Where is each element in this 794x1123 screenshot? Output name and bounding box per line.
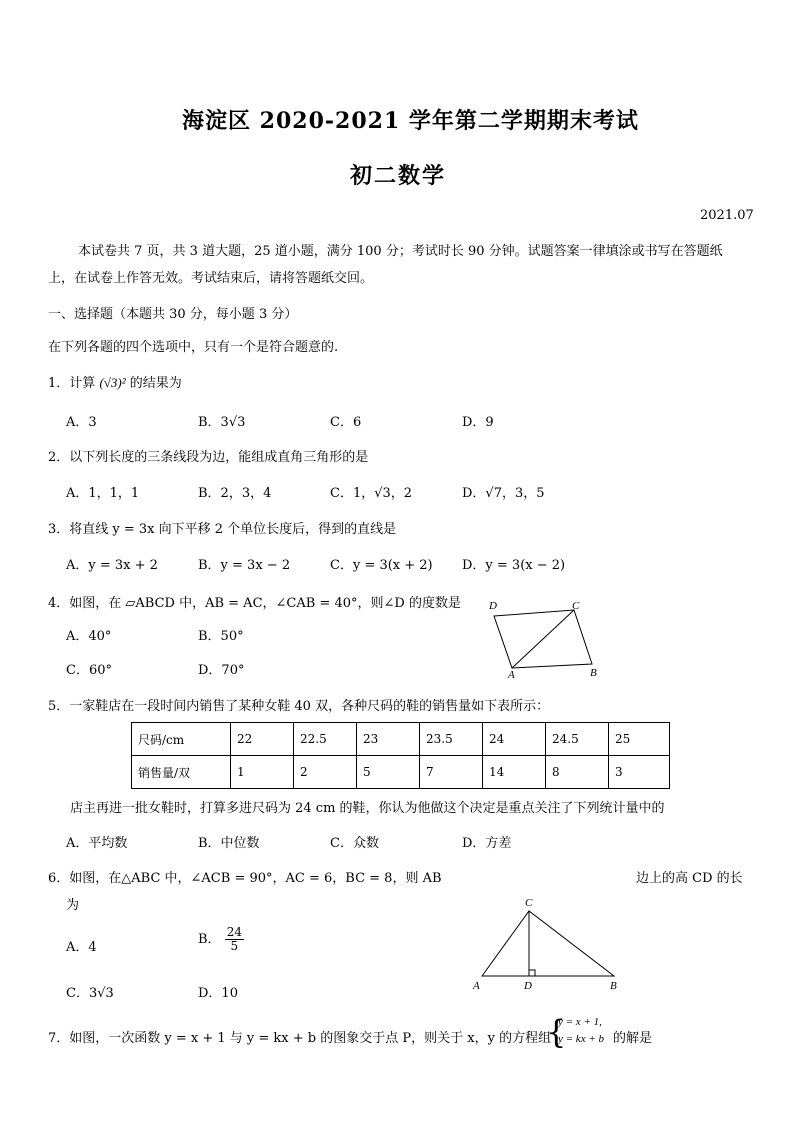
section-note: 在下列各题的四个选项中，只有一个是符合题意的. [48,340,339,355]
q4-option-a[interactable]: A．40° [66,629,112,644]
q3-option-c[interactable]: C．y = 3(x + 2) [330,558,433,573]
row-header: 尺码/cm [132,723,231,756]
label-c: C [572,600,580,612]
label-d: D [524,980,532,992]
question-2: 2．以下列长度的三条线段为边，能组成直角三角形的是 [48,450,369,465]
table-cell: 2 [294,756,357,789]
q4-option-b[interactable]: B．50° [198,629,244,644]
question-text: 计算 [69,376,96,391]
q5-option-d[interactable]: D．方差 [462,836,512,851]
size-sales-table [131,722,670,789]
brace-icon: { [546,1013,567,1051]
q3-option-a[interactable]: A．y = 3x + 2 [66,558,158,573]
table-cell: 5 [357,756,420,789]
instructions-line1: 本试卷共 7 页，共 3 道大题，25 道小题，满分 100 分；考试时长 90 分钟。试题答案一律填涂或书写在答题纸 [78,244,723,259]
fraction [225,926,244,953]
q3-option-d[interactable]: D．y = 3(x − 2) [462,558,566,573]
label-a: A [473,980,480,992]
table-row [132,756,670,789]
table-cell: 8 [546,756,609,789]
label-a: A [508,669,515,680]
section-heading: 一、选择题（本题共 30 分，每小题 3 分） [48,307,298,322]
question-4: 4．如图，在 ▱ABCD 中，AB = AC，∠CAB = 40°，则∠D 的度数是 [48,596,461,611]
table-cell: 25 [609,723,670,756]
question-7-post: 的解是 [613,1031,653,1046]
system-line-2: y = kx + b [558,1033,604,1045]
instructions-line2: 上，在试卷上作答无效。考试结束后，请将答题纸交回。 [48,271,374,286]
table-cell: 22 [231,723,294,756]
math-expression: (√3)² [99,375,126,390]
table-cell: 14 [483,756,546,789]
q1-option-a[interactable]: A．3 [66,415,97,430]
q5-option-a[interactable]: A．平均数 [66,836,128,851]
question-3: 3．将直线 y = 3x 向下平移 2 个单位长度后，得到的直线是 [48,522,397,537]
diagonal-ac [512,610,574,668]
label-d: D [489,600,497,612]
q5-option-c[interactable]: C．众数 [330,836,379,851]
exam-subtitle: 初二数学 [350,163,447,189]
q2-option-d[interactable]: D．√7，3，5 [462,486,545,501]
q6-option-d[interactable]: D．10 [198,986,238,1001]
q1-option-d[interactable]: D．9 [462,415,494,430]
question-text: 的结果为 [129,376,182,391]
question-number: 1． [48,376,70,391]
exam-date: 2021.07 [700,208,754,223]
label-b: B [610,980,617,992]
question-7: 7．如图，一次函数 y = x + 1 与 y = kx + b 的图象交于点 P，则关于 x，y 的方程组 [48,1031,552,1046]
q3-option-b[interactable]: B．y = 3x − 2 [198,558,291,573]
q2-option-b[interactable]: B．2，3，4 [198,486,272,501]
q1-option-c[interactable]: C．6 [330,415,362,430]
system-line-1: y = x + 1, [558,1016,602,1028]
q4-option-d[interactable]: D．70° [198,663,245,678]
label-b: B [590,667,597,679]
option-letter: B． [198,932,221,947]
table-cell: 22.5 [294,723,357,756]
question-6: 6．如图，在△ABC 中，∠ACB = 90°，AC = 6，BC = 8，则 AB [48,871,442,886]
table-cell: 24 [483,723,546,756]
right-angle-mark [529,970,535,976]
question-5: 5．一家鞋店在一段时间内销售了某种女鞋 40 双，各种尺码的鞋的销售量如下表所示： [48,699,550,714]
exam-title: 海淀区 2020-2021 学年第二学期期末考试 [182,108,639,134]
fraction-denominator: 5 [230,939,239,953]
question-6-right: 边上的高 CD 的长 [636,871,743,886]
right-triangle-figure [466,893,626,995]
table-cell: 7 [420,756,483,789]
table-cell: 3 [609,756,670,789]
q2-option-c[interactable]: C．1，√3，2 [330,486,413,501]
fraction-numerator: 24 [226,925,242,939]
triangle-outline [482,911,614,976]
parallelogram-figure [484,598,604,680]
q6-option-a[interactable]: A．4 [66,940,97,955]
label-c: C [525,897,533,909]
question-5-followup: 店主再进一批女鞋时，打算多进尺码为 24 cm 的鞋，你认为他做这个决定是重点关注了下列统计量中的 [70,801,665,816]
question-6-cont: 为 [66,898,80,913]
q4-option-c[interactable]: C．60° [66,663,112,678]
table-row [132,723,670,756]
q1-option-b[interactable]: B．3√3 [198,415,246,430]
q6-option-c[interactable]: C．3√3 [66,986,114,1001]
q6-option-b[interactable] [198,926,244,953]
table-cell: 23.5 [420,723,483,756]
row-header: 销售量/双 [132,756,231,789]
table-cell: 24.5 [546,723,609,756]
question-1 [48,372,182,391]
table-cell: 23 [357,723,420,756]
q5-option-b[interactable]: B．中位数 [198,836,260,851]
table-cell: 1 [231,756,294,789]
q2-option-a[interactable]: A．1，1，1 [66,486,140,501]
